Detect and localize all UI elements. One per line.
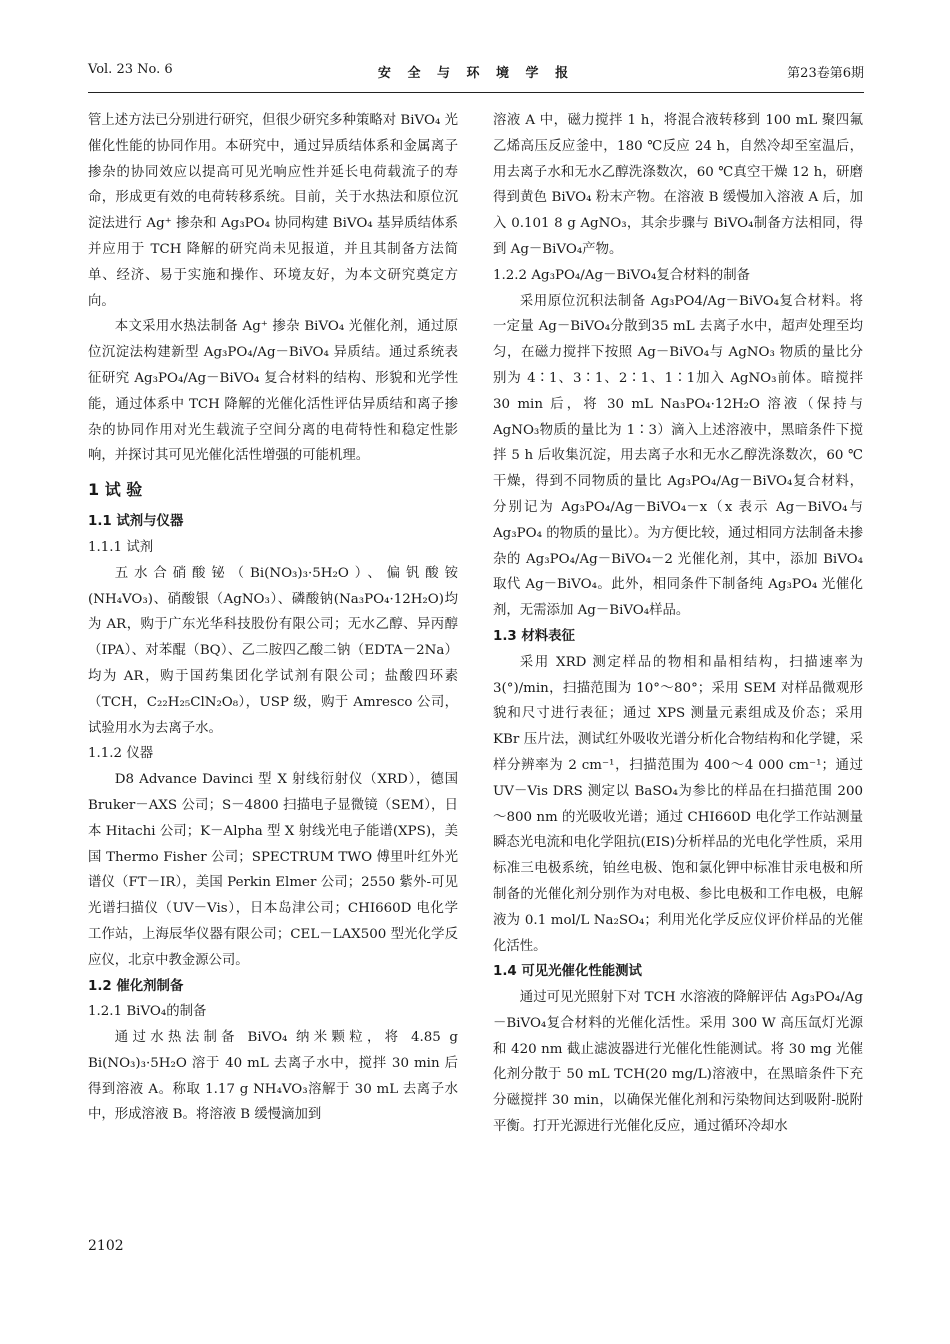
paragraph: 通过水热法制备 BiVO₄ 纳米颗粒，将 4.85 g Bi(NO₃)₃·5H₂O 溶于 40 mL 去离子水中，搅拌 30 min 后得到溶液 A。称取 1.17 g NH₄VO₃溶解于 30 mL 去离子水中，形成溶液 B。将溶液 B 缓慢滴加到 [88,1030,458,1123]
volume-label: Vol. 23 No. 6 [88,62,173,77]
subsubsection-heading: 1.2.2 Ag₃PO₄/Ag－BiVO₄复合材料的制备 [493,267,751,283]
journal-title: 安 全 与 环 境 学 报 [377,66,575,81]
paragraph: D8 Advance Davinci 型 X 射线衍射仪（XRD），德国 Bruker－AXS 公司；S－4800 扫描电子显微镜（SEM），日本 Hitachi 公司；K－Alpha 型 X 射线光电子能谱(XPS)，美国 Thermo Fisher 公司；SPECTRUM TWO 傅里叶红外光谱仪（FT－IR），美国 Perkin Elmer 公司；2550 紫外-可见光谱扫描仪（UV－Vis），日本岛津公司；CHI660D 电化学工作站，上海辰华仪器有限公司；CEL－LAX500 型光化学反应仪，北京中教金源公司。 [88,772,458,968]
running-header [88,62,864,86]
paragraph: 管上述方法已分别进行研究，但很少研究多种策略对 BiVO₄ 光催化性能的协同作用。本研究中，通过异质结体系和金属离子掺杂的协同效应以提高可见光响应性并延长电荷载流子的寿命，形成更有效的电荷转移系统。目前，关于水热法和原位沉淀法进行 Ag⁺ 掺杂和 Ag₃PO₄ 协同构建 BiVO₄ 基异质结体系并应用于 TCH 降解的研究尚未见报道，并且其制备方法简单、经济、易于实施和操作、环境友好，为本文研究奠定方向。 [88,113,458,309]
subsubsection-heading: 1.1.2 仪器 [88,746,154,762]
header-rule [88,92,864,93]
paragraph: 通过可见光照射下对 TCH 水溶液的降解评估 Ag₃PO₄/Ag－BiVO₄复合材料的光催化活性。采用 300 W 高压氙灯光源和 420 nm 截止滤波器进行光催化性能测试。将 30 mg 光催化剂分散于 50 mL TCH(20 mg/L)溶液中，在黑暗条件下充分磁搅拌 30 min，以确保光催化剂和污染物间达到吸附-脱附平衡。打开光源进行光催化反应，通过循环冷却水 [493,990,863,1135]
issue-label: 第23卷第6期 [787,66,864,81]
subsubsection-heading: 1.2.1 BiVO₄的制备 [88,1004,207,1020]
section-heading: 1 试 验 [88,480,143,500]
paragraph: 溶液 A 中，磁力搅拌 1 h，将混合液转移到 100 mL 聚四氟乙烯高压反应釜中，180 ℃反应 24 h，自然冷却至室温后，用去离子水和无水乙醇洗涤数次，60 ℃真空干燥 12 h，研磨得到黄色 BiVO₄ 粉末产物。在溶液 B 缓慢加入溶液 A 后，加入 0.101 8 g AgNO₃，其余步骤与 BiVO₄制备方法相同，得到 Ag－BiVO₄产物。 [493,113,863,257]
paragraph: 采用原位沉积法制备 Ag₃PO4/Ag－BiVO₄复合材料。将一定量 Ag－BiVO₄分散到35 mL 去离子水中，超声处理至均匀，在磁力搅拌下按照 Ag－BiVO₄与 AgNO₃ 物质的量比分别为 4∶1、3∶1、2∶1、1∶1加入 AgNO₃前体。暗搅拌 30 min 后，将 30 mL Na₃PO₄·12H₂O 溶液（保持与 AgNO₃物质的量比为 1∶3）滴入上述溶液中，黑暗条件下搅拌 5 h 后收集沉淀，用去离子水和无水乙醇洗涤数次，60 ℃干燥，得到不同物质的量比 Ag₃PO₄/Ag－BiVO₄复合材料，分别记为 Ag₃PO₄/Ag－BiVO₄－x（x 表示 Ag－BiVO₄与 Ag₃PO₄ 的物质的量比）。为方便比较，通过相同方法制备未掺杂的 Ag₃PO₄/Ag－BiVO₄－2 光催化剂，其中，添加 BiVO₄ 取代 Ag－BiVO₄。此外，相同条件下制备纯 Ag₃PO₄ 光催化剂，无需添加 Ag－BiVO₄样品。 [493,293,863,619]
right-column [493,108,863,1140]
subsection-heading: 1.4 可见光催化性能测试 [493,964,642,980]
paragraph: 五水合硝酸铋（Bi(NO₃)₃·5H₂O）、偏钒酸铵(NH₄VO₃)、硝酸银（AgNO₃）、磷酸钠(Na₃PO₄·12H₂O)均为 AR，购于广东光华科技股份有限公司；无水乙醇、异丙醇（IPA）、对苯醌（BQ）、乙二胺四乙酸二钠（EDTA－2Na）均为 AR，购于国药集团化学试剂有限公司；盐酸四环素（TCH，C₂₂H₂₅ClN₂O₈），USP 级，购于 Amresco 公司，试验用水为去离子水。 [88,565,458,736]
subsection-heading: 1.3 材料表征 [493,628,575,644]
subsubsection-heading: 1.1.1 试剂 [88,539,154,555]
paragraph: 本文采用水热法制备 Ag⁺ 掺杂 BiVO₄ 光催化剂，通过原位沉淀法构建新型 Ag₃PO₄/Ag－BiVO₄ 异质结。通过系统表征研究 Ag₃PO₄/Ag－BiVO₄ 复合材料的结构、形貌和光学性能，通过体系中 TCH 降解的光催化活性评估异质结和离子掺杂的协同作用对光生载流子空间分离的电荷特性和稳定性影响，并探讨其可见光催化活性增强的可能机理。 [88,319,458,464]
subsection-heading: 1.1 试剂与仪器 [88,514,184,530]
subsection-heading: 1.2 催化剂制备 [88,978,184,994]
paragraph: 采用 XRD 测定样品的物相和晶相结构，扫描速率为 3(°)/min，扫描范围为 10°～80°；采用 SEM 对样品微观形貌和尺寸进行表征；通过 XPS 测量元素组成及价态；采用 KBr 压片法，测试红外吸收光谱分析化合物结构和化学键，采样分辨率为 2 cm⁻¹，扫描范围为 400～4 000 cm⁻¹；通过 UV－Vis DRS 测定以 BaSO₄为参比的样品在扫描范围 200～800 nm 的光吸收光谱；通过 CHI660D 电化学工作站测量瞬态光电流和电化学阻抗(EIS)分析样品的光电化学性质，采用标准三电极系统，铂丝电极、饱和氯化钾中标准甘汞电极和所制备的光催化剂分别作为对电极、参比电极和工作电极，电解液为 0.1 mol/L Na₂SO₄；利用光化学反应仪评价样品的光催化活性。 [493,654,863,954]
left-column [88,108,458,1128]
page-number: 2102 [88,1238,124,1254]
